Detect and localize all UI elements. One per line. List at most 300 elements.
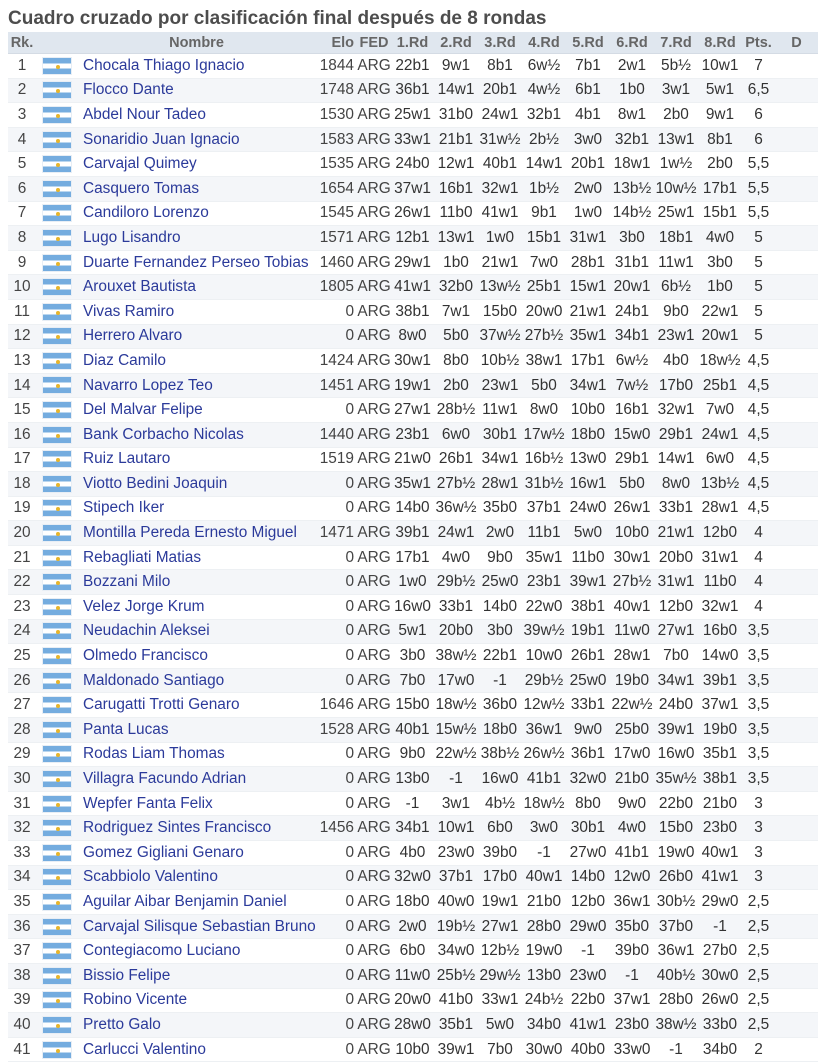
rank-cell: 21 — [8, 545, 36, 570]
argentina-flag-icon — [42, 376, 72, 394]
round-3-result: 3b0 — [478, 619, 522, 644]
tiebreak-cell — [775, 250, 818, 275]
points-cell: 4,5 — [742, 472, 775, 497]
round-3-result: 21w1 — [478, 250, 522, 275]
player-name-link[interactable]: Wepfer Fanta Felix — [78, 791, 315, 816]
elo-cell: 0 — [315, 963, 357, 988]
round-3-result: 36b0 — [478, 693, 522, 718]
player-name-link[interactable]: Carugatti Trotti Genaro — [78, 693, 315, 718]
federation-cell: ARG — [357, 644, 391, 669]
tiebreak-cell — [775, 742, 818, 767]
points-cell: 3,5 — [742, 718, 775, 743]
player-name-link[interactable]: Montilla Pereda Ernesto Miguel — [78, 521, 315, 546]
federation-cell: ARG — [357, 103, 391, 128]
player-name-link[interactable]: Sonaridio Juan Ignacio — [78, 127, 315, 152]
player-name-link[interactable]: Navarro Lopez Teo — [78, 373, 315, 398]
round-2-result: 4w0 — [434, 545, 478, 570]
flag-cell — [36, 447, 78, 472]
flag-cell — [36, 250, 78, 275]
rank-cell: 39 — [8, 988, 36, 1013]
round-7-result: 10w½ — [654, 176, 698, 201]
round-7-result: 13w1 — [654, 127, 698, 152]
round-5-result: 13w0 — [566, 447, 610, 472]
player-name-link[interactable]: Panta Lucas — [78, 718, 315, 743]
table-row — [8, 767, 818, 792]
tiebreak-cell — [775, 767, 818, 792]
round-3-result: 2w0 — [478, 521, 522, 546]
rank-cell: 34 — [8, 865, 36, 890]
rank-cell: 20 — [8, 521, 36, 546]
points-cell: 4,5 — [742, 422, 775, 447]
round-1-result: 29w1 — [391, 250, 434, 275]
round-2-result: 16b1 — [434, 176, 478, 201]
round-2-result: 8b0 — [434, 349, 478, 374]
round-3-result: 20b1 — [478, 78, 522, 103]
round-2-result: 3w1 — [434, 791, 478, 816]
round-8-result: 15b1 — [698, 201, 742, 226]
elo-cell: 1519 — [315, 447, 357, 472]
round-7-result: 31w1 — [654, 570, 698, 595]
round-1-result: 12b1 — [391, 226, 434, 251]
table-row — [8, 718, 818, 743]
player-name-link[interactable]: Carvajal Quimey — [78, 152, 315, 177]
flag-cell — [36, 496, 78, 521]
elo-cell: 1528 — [315, 718, 357, 743]
rank-cell: 28 — [8, 718, 36, 743]
player-name-link[interactable]: Velez Jorge Krum — [78, 595, 315, 620]
round-1-result: 10b0 — [391, 1037, 434, 1062]
flag-cell — [36, 988, 78, 1013]
rank-cell: 15 — [8, 398, 36, 423]
points-cell: 5,5 — [742, 176, 775, 201]
flag-cell — [36, 742, 78, 767]
round-6-result: 41b1 — [610, 841, 654, 866]
round-2-result: 2b0 — [434, 373, 478, 398]
round-8-result: 7w0 — [698, 398, 742, 423]
round-3-result: 35b0 — [478, 496, 522, 521]
flag-cell — [36, 668, 78, 693]
federation-cell: ARG — [357, 299, 391, 324]
flag-cell — [36, 103, 78, 128]
points-cell: 4 — [742, 545, 775, 570]
elo-cell: 0 — [315, 324, 357, 349]
round-5-result: 4b1 — [566, 103, 610, 128]
round-6-result: 7w½ — [610, 373, 654, 398]
rank-cell: 6 — [8, 176, 36, 201]
player-name-link[interactable]: Contegiacomo Luciano — [78, 939, 315, 964]
round-4-result: 23b1 — [522, 570, 566, 595]
player-name-link[interactable]: Neudachin Aleksei — [78, 619, 315, 644]
round-4-result: 5b0 — [522, 373, 566, 398]
round-8-result: 32w1 — [698, 595, 742, 620]
elo-cell: 0 — [315, 988, 357, 1013]
points-cell: 2,5 — [742, 914, 775, 939]
round-4-result: 35w1 — [522, 545, 566, 570]
player-name-link[interactable]: Robino Vicente — [78, 988, 315, 1013]
points-cell: 2,5 — [742, 963, 775, 988]
flag-cell — [36, 914, 78, 939]
rank-cell: 9 — [8, 250, 36, 275]
player-name-link[interactable]: Duarte Fernandez Perseo Tobias — [78, 250, 315, 275]
points-cell: 3,5 — [742, 742, 775, 767]
player-name-link[interactable]: Maldonado Santiago — [78, 668, 315, 693]
argentina-flag-icon — [42, 942, 72, 960]
tiebreak-cell — [775, 496, 818, 521]
round-7-result: 37b0 — [654, 914, 698, 939]
round-1-result: 40b1 — [391, 718, 434, 743]
argentina-flag-icon — [42, 573, 72, 591]
player-name-link[interactable]: Carvajal Silisque Sebastian Bruno — [78, 914, 315, 939]
points-cell: 3 — [742, 841, 775, 866]
table-row — [8, 668, 818, 693]
flag-cell — [36, 201, 78, 226]
table-row — [8, 398, 818, 423]
round-6-result: 22w½ — [610, 693, 654, 718]
round-6-result: 35b0 — [610, 914, 654, 939]
round-4-result: 19w0 — [522, 939, 566, 964]
rank-cell: 23 — [8, 595, 36, 620]
col-header-round-8: 8.Rd — [698, 32, 742, 54]
round-1-result: 9b0 — [391, 742, 434, 767]
round-8-result: -1 — [698, 914, 742, 939]
round-8-result: 16b0 — [698, 619, 742, 644]
table-row — [8, 963, 818, 988]
col-header-points[interactable]: Pts. — [742, 32, 775, 54]
table-row — [8, 250, 818, 275]
round-7-result: 26b0 — [654, 865, 698, 890]
table-header — [8, 32, 818, 54]
col-header-name[interactable]: Nombre — [78, 32, 315, 54]
tiebreak-cell — [775, 718, 818, 743]
tiebreak-cell — [775, 816, 818, 841]
argentina-flag-icon — [42, 745, 72, 763]
tiebreak-cell — [775, 1013, 818, 1038]
rank-cell: 32 — [8, 816, 36, 841]
elo-cell: 1535 — [315, 152, 357, 177]
elo-cell: 1451 — [315, 373, 357, 398]
round-7-result: 25w1 — [654, 201, 698, 226]
player-name-link[interactable]: Ruiz Lautaro — [78, 447, 315, 472]
round-1-result: 15b0 — [391, 693, 434, 718]
round-5-result: 40b0 — [566, 1037, 610, 1062]
col-header-fed[interactable]: FED — [357, 32, 391, 54]
tiebreak-cell — [775, 103, 818, 128]
table-row — [8, 78, 818, 103]
tiebreak-cell — [775, 890, 818, 915]
points-cell: 3,5 — [742, 619, 775, 644]
player-name-link[interactable]: Candiloro Lorenzo — [78, 201, 315, 226]
col-header-elo[interactable]: Elo — [315, 32, 357, 54]
round-3-result: 17b0 — [478, 865, 522, 890]
federation-cell: ARG — [357, 890, 391, 915]
player-name-link[interactable]: Abdel Nour Tadeo — [78, 103, 315, 128]
player-name-link[interactable]: Aguilar Aibar Benjamin Daniel — [78, 890, 315, 915]
argentina-flag-icon — [42, 450, 72, 468]
round-3-result: 15b0 — [478, 299, 522, 324]
col-header-tiebreak[interactable]: D — [775, 32, 818, 54]
round-4-result: 26w½ — [522, 742, 566, 767]
col-header-round-2: 2.Rd — [434, 32, 478, 54]
player-name-link[interactable]: Bozzani Milo — [78, 570, 315, 595]
round-1-result: 2w0 — [391, 914, 434, 939]
round-3-result: 29w½ — [478, 963, 522, 988]
table-row — [8, 1013, 818, 1038]
round-3-result: -1 — [478, 668, 522, 693]
round-1-result: 17b1 — [391, 545, 434, 570]
round-1-result: 26w1 — [391, 201, 434, 226]
round-4-result: 36w1 — [522, 718, 566, 743]
round-6-result: 20w1 — [610, 275, 654, 300]
round-3-result: 7b0 — [478, 1037, 522, 1062]
rank-cell: 2 — [8, 78, 36, 103]
federation-cell: ARG — [357, 718, 391, 743]
player-name-link[interactable]: Olmedo Francisco — [78, 644, 315, 669]
tiebreak-cell — [775, 841, 818, 866]
argentina-flag-icon — [42, 204, 72, 222]
tiebreak-cell — [775, 152, 818, 177]
rank-cell: 14 — [8, 373, 36, 398]
rank-cell: 12 — [8, 324, 36, 349]
round-1-result: 35w1 — [391, 472, 434, 497]
federation-cell: ARG — [357, 595, 391, 620]
elo-cell: 0 — [315, 496, 357, 521]
elo-cell: 1654 — [315, 176, 357, 201]
federation-cell: ARG — [357, 816, 391, 841]
player-name-link[interactable]: Carlucci Valentino — [78, 1037, 315, 1062]
player-name-link[interactable]: Bissio Felipe — [78, 963, 315, 988]
col-header-flag — [36, 32, 78, 54]
elo-cell: 0 — [315, 767, 357, 792]
round-3-result: 8b1 — [478, 54, 522, 79]
round-2-result: 33b1 — [434, 595, 478, 620]
federation-cell: ARG — [357, 963, 391, 988]
rank-cell: 19 — [8, 496, 36, 521]
round-5-result: 39w1 — [566, 570, 610, 595]
rank-cell: 11 — [8, 299, 36, 324]
round-3-result: 34w1 — [478, 447, 522, 472]
table-row — [8, 890, 818, 915]
round-2-result: 41b0 — [434, 988, 478, 1013]
rank-cell: 18 — [8, 472, 36, 497]
player-name-link[interactable]: Lugo Lisandro — [78, 226, 315, 251]
round-4-result: 20w0 — [522, 299, 566, 324]
round-7-result: 5b½ — [654, 54, 698, 79]
argentina-flag-icon — [42, 918, 72, 936]
round-1-result: 32w0 — [391, 865, 434, 890]
round-7-result: 6b½ — [654, 275, 698, 300]
points-cell: 4 — [742, 570, 775, 595]
table-row — [8, 816, 818, 841]
elo-cell: 1844 — [315, 54, 357, 79]
round-3-result: 27w1 — [478, 914, 522, 939]
round-7-result: 28b0 — [654, 988, 698, 1013]
round-6-result: 8w1 — [610, 103, 654, 128]
player-name-link[interactable]: Herrero Alvaro — [78, 324, 315, 349]
round-7-result: 36w1 — [654, 939, 698, 964]
player-name-link[interactable]: Rodas Liam Thomas — [78, 742, 315, 767]
round-5-result: 41w1 — [566, 1013, 610, 1038]
points-cell: 4 — [742, 521, 775, 546]
round-8-result: 11b0 — [698, 570, 742, 595]
player-name-link[interactable]: Del Malvar Felipe — [78, 398, 315, 423]
table-row — [8, 570, 818, 595]
round-7-result: 39w1 — [654, 718, 698, 743]
player-name-link[interactable]: Gomez Gigliani Genaro — [78, 841, 315, 866]
elo-cell: 0 — [315, 1013, 357, 1038]
rank-cell: 13 — [8, 349, 36, 374]
argentina-flag-icon — [42, 868, 72, 886]
player-name-link[interactable]: Viotto Bedini Joaquin — [78, 472, 315, 497]
argentina-flag-icon — [42, 844, 72, 862]
round-7-result: 23w1 — [654, 324, 698, 349]
tiebreak-cell — [775, 447, 818, 472]
round-6-result: 21b0 — [610, 767, 654, 792]
player-name-link[interactable]: Stipech Iker — [78, 496, 315, 521]
player-name-link[interactable]: Scabbiolo Valentino — [78, 865, 315, 890]
round-3-result: 10b½ — [478, 349, 522, 374]
round-3-result: 11w1 — [478, 398, 522, 423]
round-2-result: 6w0 — [434, 422, 478, 447]
round-5-result: 25w0 — [566, 668, 610, 693]
round-2-result: 5b0 — [434, 324, 478, 349]
round-4-result: 31b½ — [522, 472, 566, 497]
flag-cell — [36, 324, 78, 349]
flag-cell — [36, 791, 78, 816]
points-cell: 6 — [742, 127, 775, 152]
round-1-result: 33w1 — [391, 127, 434, 152]
federation-cell: ARG — [357, 373, 391, 398]
argentina-flag-icon — [42, 106, 72, 124]
tiebreak-cell — [775, 275, 818, 300]
col-header-rank[interactable]: Rk. — [8, 32, 36, 54]
round-2-result: 26b1 — [434, 447, 478, 472]
round-4-result: 29b½ — [522, 668, 566, 693]
round-2-result: 24w1 — [434, 521, 478, 546]
argentina-flag-icon — [42, 524, 72, 542]
round-8-result: 9w1 — [698, 103, 742, 128]
federation-cell: ARG — [357, 791, 391, 816]
flag-cell — [36, 422, 78, 447]
round-8-result: 17b1 — [698, 176, 742, 201]
round-2-result: 11b0 — [434, 201, 478, 226]
round-1-result: -1 — [391, 791, 434, 816]
player-name-link[interactable]: Casquero Tomas — [78, 176, 315, 201]
player-name-link[interactable]: Diaz Camilo — [78, 349, 315, 374]
flag-cell — [36, 570, 78, 595]
round-2-result: 20b0 — [434, 619, 478, 644]
flag-cell — [36, 373, 78, 398]
table-row — [8, 865, 818, 890]
round-8-result: 25b1 — [698, 373, 742, 398]
round-7-result: 4b0 — [654, 349, 698, 374]
round-1-result: 22b1 — [391, 54, 434, 79]
rank-cell: 5 — [8, 152, 36, 177]
federation-cell: ARG — [357, 447, 391, 472]
flag-cell — [36, 865, 78, 890]
player-name-link[interactable]: Arouxet Bautista — [78, 275, 315, 300]
col-header-round-4: 4.Rd — [522, 32, 566, 54]
round-5-result: 24w0 — [566, 496, 610, 521]
points-cell: 3 — [742, 865, 775, 890]
round-1-result: 28w0 — [391, 1013, 434, 1038]
argentina-flag-icon — [42, 1041, 72, 1059]
round-5-result: 14b0 — [566, 865, 610, 890]
rank-cell: 8 — [8, 226, 36, 251]
points-cell: 5,5 — [742, 201, 775, 226]
table-row — [8, 619, 818, 644]
round-3-result: 4b½ — [478, 791, 522, 816]
round-7-result: 15b0 — [654, 816, 698, 841]
rank-cell: 3 — [8, 103, 36, 128]
points-cell: 2,5 — [742, 890, 775, 915]
round-1-result: 39b1 — [391, 521, 434, 546]
round-2-result: 29b½ — [434, 570, 478, 595]
round-3-result: 19w1 — [478, 890, 522, 915]
round-4-result: 28b0 — [522, 914, 566, 939]
elo-cell: 0 — [315, 595, 357, 620]
round-7-result: 20b0 — [654, 545, 698, 570]
round-2-result: 17w0 — [434, 668, 478, 693]
round-3-result: 41w1 — [478, 201, 522, 226]
round-5-result: 31w1 — [566, 226, 610, 251]
player-name-link[interactable]: Rebagliati Matias — [78, 545, 315, 570]
round-5-result: 36b1 — [566, 742, 610, 767]
player-name-link[interactable]: Pretto Galo — [78, 1013, 315, 1038]
round-8-result: 18w½ — [698, 349, 742, 374]
elo-cell: 0 — [315, 570, 357, 595]
tiebreak-cell — [775, 521, 818, 546]
points-cell: 5 — [742, 226, 775, 251]
round-2-result: 1b0 — [434, 250, 478, 275]
table-row — [8, 349, 818, 374]
tiebreak-cell — [775, 54, 818, 79]
points-cell: 5 — [742, 275, 775, 300]
argentina-flag-icon — [42, 672, 72, 690]
round-4-result: 25b1 — [522, 275, 566, 300]
argentina-flag-icon — [42, 475, 72, 493]
rank-cell: 26 — [8, 668, 36, 693]
points-cell: 7 — [742, 54, 775, 79]
round-5-result: 32w0 — [566, 767, 610, 792]
argentina-flag-icon — [42, 254, 72, 272]
player-name-link[interactable]: Bank Corbacho Nicolas — [78, 422, 315, 447]
tiebreak-cell — [775, 988, 818, 1013]
round-3-result: 5w0 — [478, 1013, 522, 1038]
points-cell: 3,5 — [742, 644, 775, 669]
round-8-result: 35b1 — [698, 742, 742, 767]
player-name-link[interactable]: Rodriguez Sintes Francisco — [78, 816, 315, 841]
round-4-result: 30w0 — [522, 1037, 566, 1062]
table-row — [8, 422, 818, 447]
round-8-result: 1b0 — [698, 275, 742, 300]
round-6-result: 40w1 — [610, 595, 654, 620]
tiebreak-cell — [775, 398, 818, 423]
round-6-result: 25b0 — [610, 718, 654, 743]
table-row — [8, 373, 818, 398]
round-6-result: 13b½ — [610, 176, 654, 201]
player-name-link[interactable]: Vivas Ramiro — [78, 299, 315, 324]
round-1-result: 34b1 — [391, 816, 434, 841]
elo-cell: 0 — [315, 668, 357, 693]
round-7-result: 14w1 — [654, 447, 698, 472]
player-name-link[interactable]: Chocala Thiago Ignacio — [78, 54, 315, 79]
player-name-link[interactable]: Flocco Dante — [78, 78, 315, 103]
player-name-link[interactable]: Villagra Facundo Adrian — [78, 767, 315, 792]
round-5-result: 20b1 — [566, 152, 610, 177]
rank-cell: 37 — [8, 939, 36, 964]
round-1-result: 13b0 — [391, 767, 434, 792]
round-8-result: 23b0 — [698, 816, 742, 841]
